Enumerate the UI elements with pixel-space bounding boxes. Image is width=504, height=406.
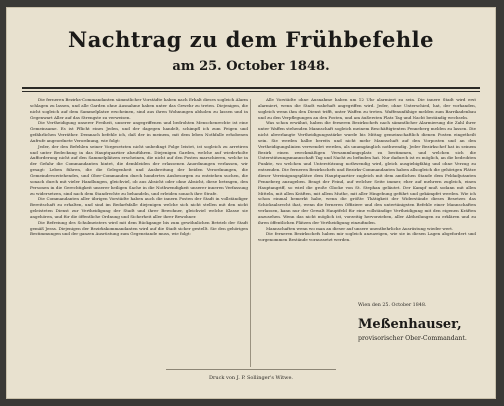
document-date: am 25. October 1848.: [172, 59, 330, 74]
title-rule-thin: [22, 91, 480, 92]
signature-name: Meßenhauser,: [358, 317, 462, 332]
title-rule: [22, 87, 480, 89]
left-paragraph-2: Die Vertheidigung unserer Freiheit, unserer angegriffenen und bedrohten Menschenrechte ist eine Gemeinsame. Es ist Pflicht eines Jeden, und der dagegen handelt, schimpfl ich zum Feigen und gefährlichen Verräther. Demnach befehle ich, daß der in meinem, mit dem leben Nothfalle erhobenen Aufrufe angeordnete Verordnung, wie folgt:: [30, 120, 248, 143]
place-and-date: Wien den 25. October 1848.: [358, 303, 427, 308]
right-paragraph-4: Die ferneren Bezirkschefs haben mir sogleich anzuzeigen, wie sie in diesen Lagen abgefordert und vorgenommen Bestände voraussetzt werden.: [258, 231, 476, 243]
right-paragraph-1: Alle Vorstädte ohne Ausnahme haben um 12 Uhr alarmiert zu sein. Die innere Stadt wird erst alarmiert, wenn die Stadt wahrhaft angegriffen wird. Jeder, ohne Unterschied, hat, der vorhanden, sogleich wenn ihm den Dienst trifft, unter Waffen zu treten. Waffenunfähige melden zum Barrikadenbau und zu den Verpflegungen an den Posten, und am äußersten Platz Tag und Nacht beständig wechseln.: [258, 97, 476, 120]
left-text-column: [30, 97, 248, 365]
column-divider: [250, 99, 251, 367]
left-paragraph-4: Die Commandanten aller übrigen Vorstädte haben auch die innern Posten der Stadt in vollständiger Bereitschaft zu erhalten, und sind im Bedarfsfalle diejenigen welche sich nicht stellen mit den nicht geleisteten Dienst zur Vertheidigung der Stadt und ihrer Bewohner, gleichviel welche Klasse sie angehören, und für die öffentliche Ordnung und Sicherheit aller ihrer Bewohner.: [30, 196, 248, 219]
right-paragraph-2: Was schon erwähnt, haben die ferneren Bezirkschefs nach sämmtlicher Alarmierung die Zahl ihrer unter Waffen stehenden Mannschaft sogleich meinem Beschäftigtenten Fenneberg melden zu lassen. Die nicht abverlangte Vertheidigungsstärke wurde bis Mittag gemeinschaftlich dienen Posten eingetheilt sein. Sie werden halbe bereits und nicht mehr Mannschaft auf den Vorposten und an den Vertheidigungslinien verwendet werden, als unumgänglich nothwendig. Jeder Bezirkschef hat in seinem Bezirk einen zweckmäßigen Versammlungsplatz zu bestimmen, und welchen sich die Unterstützungsmannschaft Tag und Nacht zu befinden hat. Nur dadurch ist es möglich, an die bedrohten Punkte, wo welchen und Unterstützung nothwendig wird, gleich ausgiebigfähig und ohne Verzug zu entsenden. Die ferneren Bezirkschefs und Bezirks-Commandanten haben allsogleich die gehörigen Plätze dieser Vereinigungsplätze dem Hauptquartier zugleich mit dem amtlichen Stande dem Feldadjutanten Fenneberg anzugeben. Beagt der Feind, auf welcher Seite immer, eher auf mehrern zugleich, einen Hauptangriff, so wird die große Glocke von St. Stephan geläutet. Der Kampf muß sodann mit allen Mitteln, mit allen Kräften, mit allem Muthe, mit aller Hingebung geführt und gekämpfet werden. Wie ich schon einmal bemerkt habe, wenn die größte Thätigkeit der Widerstände dieses Besetzes das Schicksalsrecht ihat, wenn die ferneren Offiziere und den untertänigsten Befehle einer Mannschaften verlassen, kann nur der Gewalt Hauptfeld für eine vollständige Vertheidigung mit den eigenen Kräften anzusehen. Wenn das nicht möglich ist, vorzeitig hervorzieben, aller Abtheilungen zu erklären und zu ihren öffentlichen Plätzen der Vertheidigung einzufinden.: [258, 120, 476, 225]
footer-rule: [166, 369, 336, 370]
left-paragraph-5: Die Befreiung des Schulmeisters wird mit dem Rückgange bis zum gewöhnlichen Betrieb der Stadt gemäß Jeras. Diejenigen der Bezirkskommandanten wird auf die Stadt sicher gestellt. Sie den gehörigen Bestimmungen und der ganzen Ausrüstung zum Gegenstande muss, wie folgt:: [30, 219, 248, 237]
right-paragraph-3: Mannschaften wenn wo man an dieser auf unsere unentbehrliche Ausrüstung wieder wert.: [266, 225, 454, 231]
right-text-column: [258, 97, 476, 297]
left-paragraph-1: Die ferneren Bezirks-Commandanten sämmtlicher Vorstädte haben nach Erhalt dieses sogleich Alarm schlagen zu lassen, und alle Garden ohne Ausnahme haben unter das Gewehr zu treten. Diejenigen, die nicht sogleich auf dem Sammelplatze erscheinen, sind aus ihren Wohnungen abholen zu lassen und in Gegenwart Aller auf das Strengste zu verweisen.: [30, 97, 248, 120]
broadsheet-page: [6, 7, 496, 399]
signature-title: provisorischer Ober-Commandant.: [358, 335, 467, 342]
document-title: Nachtrag zu dem Frühbefehle: [68, 27, 434, 52]
printer-imprint: Druck von J. P. Sollinger's Witwe.: [208, 375, 294, 381]
left-paragraph-3: Jeder, der den Befehlen seiner Vorgesetzten nicht unbedingt Folge leistet, ist sogleich zu arretiren und unter Bedeckung in das Hauptquartier abzuführen. Diejenigen Garden, welche auf wiederholte Aufforderung nicht auf den Sammelplätzen erscheinen, die nicht auf den Posten marschieren, welche in der Gefahr die Commandanten hintet, die dembleiden der erlassenen Anordnungen verlassen, wir gesagt: Leben führen, die die Gelegenheit und Ausbreitung der beiden Verordnungen, die Gemeindevorstehendes, und Ober-Commanden durch hundertes Ausbesorgen zu entstehen suchen, die sonach durch mit vieler Handlungen, gleichviel, ob aus Absicht oder ohne Absicht, diese betragen, den Personen in die Gerechtigkeit unserer heiligen Sache in die Nothwendigkeit unserer inneren Verfassung zu widersetzen, sind nach dem Standrechte zu behandeln, und erleiden sonach ihre Strafe.: [30, 143, 248, 196]
